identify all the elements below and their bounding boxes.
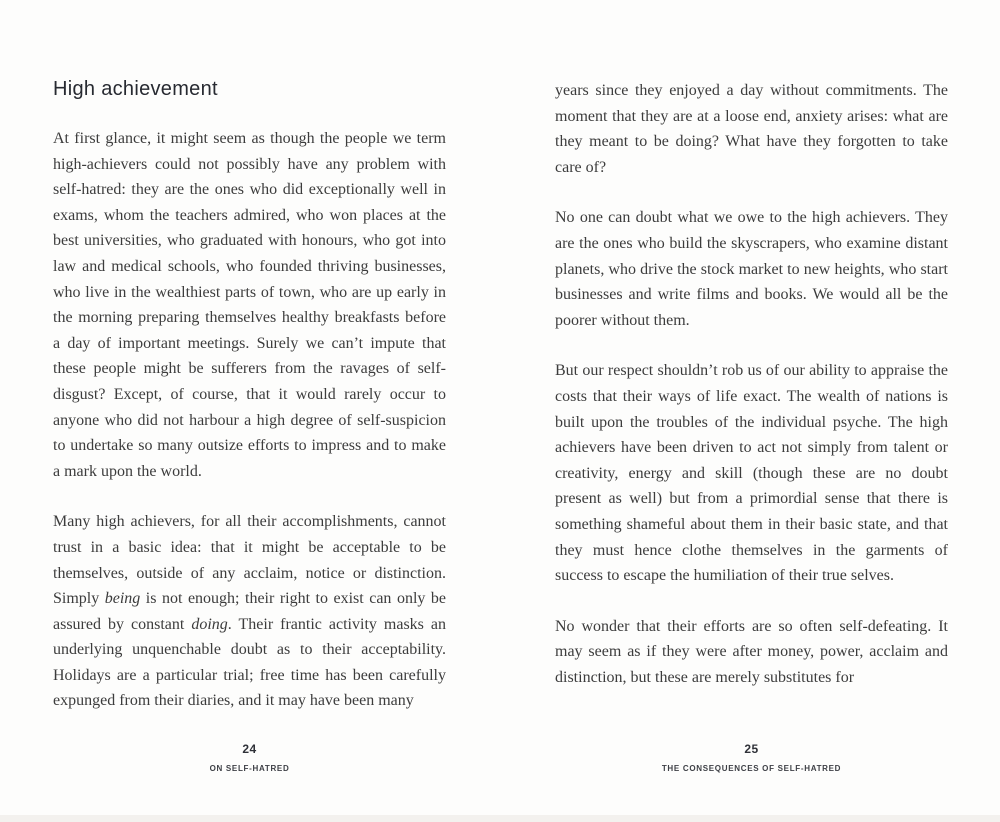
page-right-body: [555, 78, 948, 690]
paragraph: [53, 126, 446, 484]
text-segment: But our respect shouldn’t rob us of our ability to appraise the costs that their ways of life exact. The wealth of nations is built upon the troubles of the individual psyche. The high achievers have been driven to act not simply from talent or creativity, energy and skill (though these are no doubt present as well) but from a primordial sense that there is something shameful about them in their basic state, and that they must hence clothe themselves in the garments of success to escape the humiliation of their true selves.: [555, 362, 948, 585]
paragraph: [555, 205, 948, 333]
page-bottom-edge: [0, 815, 1000, 822]
text-segment: No one can doubt what we owe to the high achievers. They are the ones who build the skyscrapers, who examine distant planets, who drive the stock market to new heights, who start businesses and write films and books. We would all be the poorer without them.: [555, 209, 948, 329]
text-segment: years since they enjoyed a day without commitments. The moment that they are at a loose end, anxiety arises: what are they meant to be doing? What have they forgotten to take care of?: [555, 82, 948, 176]
page-left-footer: [53, 742, 446, 773]
page-left-text-column: [53, 78, 446, 714]
page-right-footer: [555, 742, 948, 773]
paragraph: [53, 509, 446, 714]
text-segment: No wonder that their efforts are so often self-defeating. It may seem as if they were after money, power, acclaim and distinction, but these are merely substitutes for: [555, 617, 948, 686]
paragraph: [555, 614, 948, 691]
text-segment: . Their frantic activity masks an underlying unquenchable doubt as to their acceptability. Holidays are a particular trial; free time has been carefully expunged from their diaries, and it may have been many: [53, 615, 446, 710]
page-number: 24: [242, 742, 257, 756]
section-heading: High achievement: [53, 78, 218, 100]
page-right: [500, 0, 1000, 822]
running-title: ON SELF-HATRED: [209, 764, 290, 773]
page-left-body: [53, 126, 446, 714]
text-segment: At first glance, it might seem as though the people we term high-achievers could not possibly have any problem with self-hatred: they are the ones who did exceptionally well in exams, whom the teachers admired, who won places at the best universities, who graduated with honours, who got into law and medical schools, who founded thriving businesses, who live in the wealthiest parts of town, who are up early in the morning preparing themselves healthy breakfasts before a day of important meetings. Surely we can’t impute that these people might be sufferers from the ravages of self-disgust? Except, of course, that it would rarely occur to anyone who did not harbour a high degree of self-suspicion to undertake so many outsize efforts to impress and to make a mark upon the world.: [53, 130, 446, 480]
page-number: 25: [744, 742, 759, 756]
running-title: THE CONSEQUENCES OF SELF-HATRED: [661, 764, 842, 773]
paragraph: [555, 358, 948, 588]
paragraph: [555, 78, 948, 180]
text-segment: is not enough; their right to exist can only be assured by constant: [53, 590, 446, 633]
text-segment: being: [104, 590, 141, 608]
page-right-text-column: [555, 78, 948, 690]
text-segment: doing: [191, 615, 228, 633]
text-segment: Many high achievers, for all their accomplishments, cannot trust in a basic idea: that it might be acceptable to be themselves, outside of any acclaim, notice or distinction. Simply: [53, 513, 446, 608]
